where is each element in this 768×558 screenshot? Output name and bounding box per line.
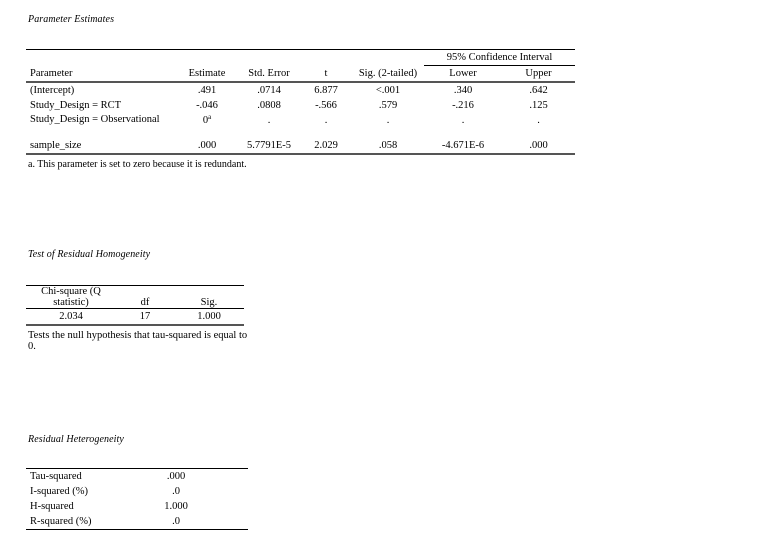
col-t: t — [300, 66, 352, 83]
col-std-error: Std. Error — [238, 66, 300, 83]
cell-sig: <.001 — [375, 85, 401, 96]
residual-homogeneity-title: Test of Residual Homogeneity — [28, 249, 151, 260]
cell-estimate — [176, 113, 238, 138]
cell-sig: .058 — [352, 138, 424, 154]
cell-value: .0 — [172, 486, 180, 497]
residual-homogeneity-table — [26, 285, 244, 326]
cell-t: 6.877 — [314, 85, 338, 96]
cell-label: Tau-squared — [26, 469, 136, 485]
col-df: df — [116, 286, 174, 309]
col-sig: Sig. (2-tailed) — [352, 66, 424, 83]
col-estimate: Estimate — [176, 66, 238, 83]
footnote-marker: a — [208, 113, 212, 121]
column-header-row — [26, 286, 244, 309]
cell-std-error: 5.7791E-5 — [238, 138, 300, 154]
cell-upper: . — [537, 115, 540, 126]
cell-label: I-squared (%) — [30, 486, 89, 497]
cell-upper: .642 — [529, 85, 548, 96]
cell-chi-square: 2.034 — [26, 309, 116, 326]
parameter-estimates-title: Parameter Estimates — [28, 14, 115, 25]
table-row — [26, 113, 575, 138]
cell-std-error: . — [267, 115, 271, 126]
parameter-estimates-footnote: a. This parameter is set to zero because it is redundant. — [28, 159, 247, 170]
column-header-row — [26, 66, 575, 83]
cell-parameter: Study_Design = Observational — [30, 114, 160, 125]
col-parameter: Parameter — [26, 66, 176, 83]
cell-sig: . — [386, 115, 390, 126]
col-upper: Upper — [502, 66, 575, 83]
ci-header-row — [26, 50, 575, 66]
cell-sig: .579 — [378, 100, 398, 111]
cell-df: 17 — [116, 309, 174, 326]
residual-heterogeneity-title: Residual Heterogeneity — [28, 434, 124, 445]
residual-heterogeneity-table — [26, 468, 248, 530]
cell-t: -.566 — [315, 100, 337, 111]
table-row — [26, 138, 575, 154]
cell-estimate: -.046 — [196, 100, 218, 111]
cell-value: .0 — [136, 514, 216, 530]
cell-lower: -4.671E-6 — [424, 138, 502, 154]
cell-sig: 1.000 — [174, 309, 244, 326]
cell-lower: .340 — [453, 85, 473, 96]
cell-label: H-squared — [30, 501, 74, 512]
cell-upper: .000 — [502, 138, 575, 154]
cell-value: .000 — [136, 469, 216, 485]
estimate-value: 0 — [202, 115, 209, 126]
residual-homogeneity-note: Tests the null hypothesis that tau-squared is equal to 0. — [28, 330, 248, 352]
cell-parameter: sample_size — [26, 138, 176, 154]
cell-lower: -.216 — [452, 100, 474, 111]
table-row — [26, 514, 248, 530]
cell-std-error: .0808 — [257, 100, 281, 111]
col-sig: Sig. — [174, 286, 244, 309]
cell-lower: . — [461, 115, 465, 126]
cell-upper: .125 — [529, 100, 548, 111]
ci-header: 95% Confidence Interval — [424, 50, 575, 66]
cell-label: R-squared (%) — [26, 514, 136, 530]
cell-std-error: .0714 — [257, 85, 281, 96]
table-row — [26, 469, 248, 485]
cell-parameter: (Intercept) — [30, 85, 75, 96]
cell-estimate: .000 — [176, 138, 238, 154]
cell-t: . — [324, 115, 328, 126]
cell-value: 1.000 — [164, 501, 188, 512]
parameter-estimates-table — [26, 49, 575, 155]
table-row — [26, 309, 244, 326]
table-row — [26, 82, 575, 98]
cell-parameter: Study_Design = RCT — [30, 100, 122, 111]
col-chi-square: Chi-square (Q statistic) — [26, 286, 116, 309]
cell-t: 2.029 — [300, 138, 352, 154]
cell-estimate: .491 — [197, 85, 217, 96]
table-row — [26, 484, 248, 499]
table-row — [26, 499, 248, 514]
table-row — [26, 98, 575, 113]
col-lower: Lower — [424, 66, 502, 83]
